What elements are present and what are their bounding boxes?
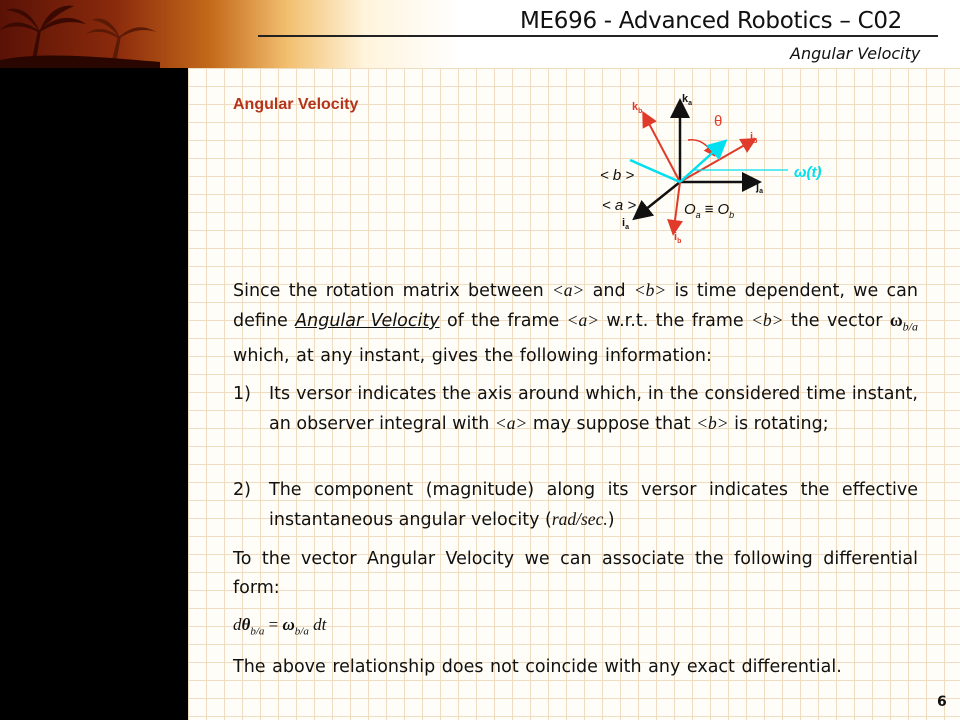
label-ia: $i_a$	[622, 217, 629, 231]
label-ib: $i_b$	[674, 231, 682, 245]
page-number: 6	[937, 694, 947, 710]
page-subtitle: Angular Velocity	[790, 44, 921, 63]
label-frame-a: < a >	[602, 197, 637, 214]
axis-jb	[680, 142, 750, 182]
list-item: 1) Its versor indicates the axis around which, in the considered time instant, an observer integral with <a> may suppose that <b> is rotating;	[233, 384, 918, 434]
label-origin: $O_a \equiv O_b$	[684, 201, 735, 220]
label-theta: θ	[714, 113, 723, 130]
label-ja: $j_a$	[756, 181, 763, 195]
palm-tree-icon	[0, 0, 240, 68]
axis-ib	[674, 182, 680, 228]
paragraph-differential: To the vector Angular Velocity we can associate the following differential form:	[233, 549, 918, 598]
header-rule	[258, 35, 938, 37]
angular-velocity-link: Angular Velocity	[295, 311, 440, 331]
axis-ia	[640, 182, 680, 214]
label-jb: $j_b$	[750, 131, 758, 145]
axis-kb	[646, 118, 680, 182]
paragraph-intro: Since the rotation matrix between <a> and <b> is time dependent, we can define Angular Velocity of the frame <a> w.r.t. the frame <b> the vector $\omega_{b/a}$ which, at any instant, gives the following information:	[233, 280, 918, 366]
label-ka: $k_a$	[682, 93, 693, 107]
section-title: Angular Velocity	[233, 96, 359, 113]
omega-vector	[680, 146, 720, 182]
theta-arc	[688, 140, 712, 152]
omega-tail	[630, 160, 680, 182]
label-frame-b: < b >	[600, 167, 635, 184]
left-sidebar	[0, 68, 188, 720]
page-title: ME696 - Advanced Robotics – C02	[520, 8, 902, 34]
list-item: 2) The component (magnitude) along its versor indicates the effective instantaneous angular velocity (rad/sec.)	[233, 480, 918, 530]
frames-diagram	[590, 82, 850, 252]
formula: $d\theta_{b/a} = \omega_{b/a}$ dt	[233, 615, 327, 638]
paragraph-conclusion: The above relationship does not coincide with any exact differential.	[233, 657, 842, 677]
label-kb: $k_b$	[632, 101, 643, 115]
label-omega: ω(t)	[794, 164, 822, 181]
